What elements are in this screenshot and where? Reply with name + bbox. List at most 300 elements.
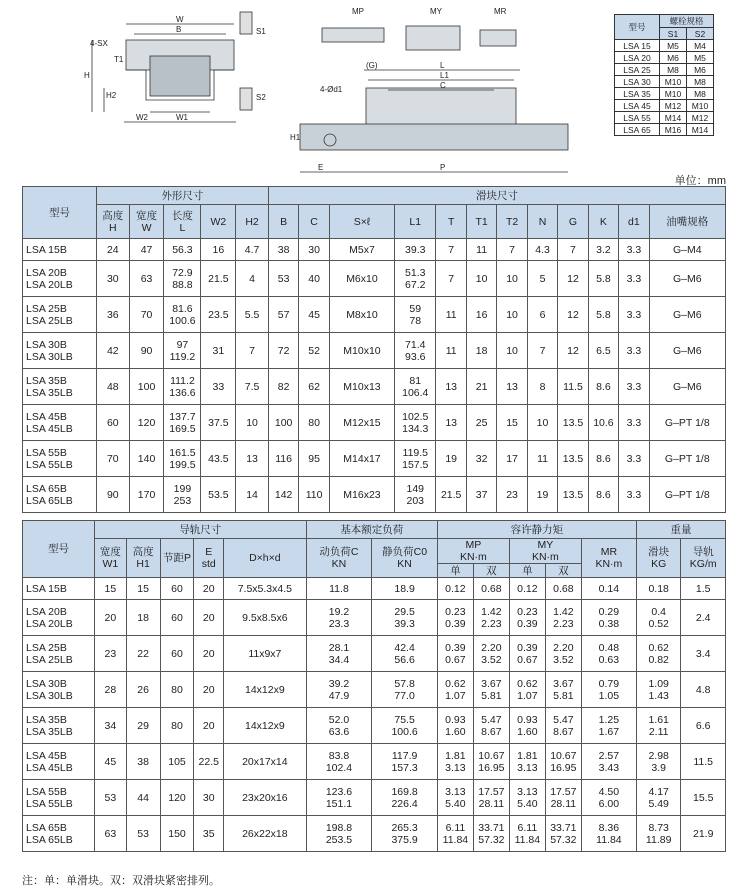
t2-value: 3.13 5.40 [509, 780, 545, 816]
t2-value: 3.4 [681, 636, 726, 672]
t2-value: 5.47 8.67 [545, 708, 581, 744]
t1-value: 11 [466, 239, 496, 261]
t1-value: 3.3 [619, 261, 649, 297]
t2-value: 120 [160, 780, 194, 816]
t1-value: 82 [268, 369, 298, 405]
t1-value: 60 [96, 405, 129, 441]
t2-value: 0.79 1.05 [581, 672, 636, 708]
label-c: C [440, 81, 446, 90]
t2-value: 80 [160, 672, 194, 708]
t2-value: 10.67 16.95 [473, 744, 509, 780]
t1-value: 142 [268, 477, 298, 513]
t1-value: 53.5 [201, 477, 236, 513]
t2-header-moment: 容许静力矩 [437, 521, 636, 539]
t2-model: LSA 20B LSA 20LB [23, 600, 95, 636]
t2-value: 6.6 [681, 708, 726, 744]
t1-value: 170 [129, 477, 164, 513]
t2-value: 35 [194, 816, 224, 852]
t1-value: 21 [466, 369, 496, 405]
t1-value: 3.3 [619, 441, 649, 477]
t1-value: 42 [96, 333, 129, 369]
t1-value: 15 [497, 405, 527, 441]
t1-value: G–PT 1/8 [649, 405, 725, 441]
t1-value: 5.8 [588, 297, 618, 333]
t1-model: LSA 30B LSA 30LB [23, 333, 97, 369]
t2-value: 20 [194, 672, 224, 708]
t1-value: 120 [129, 405, 164, 441]
t1-value: 13 [236, 441, 269, 477]
t2-value: 0.23 0.39 [437, 600, 473, 636]
label-h: H [84, 71, 90, 80]
t1-value: 5.8 [588, 261, 618, 297]
t2-value: 169.8 226.4 [372, 780, 438, 816]
label-l1: L1 [440, 71, 449, 80]
bolt-row [615, 64, 714, 76]
t2-value: 0.68 [545, 578, 581, 600]
t1-value: M16x23 [329, 477, 394, 513]
t2-value: 60 [160, 600, 194, 636]
label-p: P [440, 163, 446, 172]
t1-value: G–M6 [649, 369, 725, 405]
label-d1: 4-Ød1 [320, 85, 343, 94]
t2-value: 20x17x14 [224, 744, 307, 780]
bolt-s1: M14 [660, 112, 687, 124]
t2-value: 0.48 0.63 [581, 636, 636, 672]
rail-load-table [22, 520, 726, 852]
t1-column-header: L1 [395, 205, 436, 239]
t2-value: 26x22x18 [224, 816, 307, 852]
t2-value: 15 [94, 578, 126, 600]
t1-value: 24 [96, 239, 129, 261]
t1-value: 3.3 [619, 333, 649, 369]
t1-value: 10 [497, 333, 527, 369]
t1-value: 11.5 [558, 369, 588, 405]
t1-value: 7 [558, 239, 588, 261]
t1-column-header: d1 [619, 205, 649, 239]
t2-value: 2.57 3.43 [581, 744, 636, 780]
t1-value: 12 [558, 297, 588, 333]
t2-value: 23x20x16 [224, 780, 307, 816]
t2-value: 33.71 57.32 [473, 816, 509, 852]
t1-value: 3.3 [619, 239, 649, 261]
table-row [23, 744, 726, 780]
t2-col-mp: MP KN·m [437, 539, 509, 564]
t2-value: 2.20 3.52 [545, 636, 581, 672]
t1-value: 70 [129, 297, 164, 333]
bolt-row [615, 88, 714, 100]
t1-value: 13 [436, 369, 466, 405]
t1-value: 38 [268, 239, 298, 261]
bolt-s2: M8 [687, 76, 714, 88]
t1-value: G–M6 [649, 297, 725, 333]
front-view-drawing [92, 12, 252, 122]
t2-value: 3.67 5.81 [545, 672, 581, 708]
t2-value: 23 [94, 636, 126, 672]
t1-value: 149 203 [395, 477, 436, 513]
t2-value: 60 [160, 636, 194, 672]
label-w2: W2 [136, 113, 148, 122]
bolt-spec-table [614, 14, 714, 136]
t2-value: 75.5 100.6 [372, 708, 438, 744]
t2-value: 18.9 [372, 578, 438, 600]
t2-value: 20 [94, 600, 126, 636]
t2-value: 123.6 151.1 [306, 780, 372, 816]
t1-header-block: 滑块尺寸 [268, 187, 725, 205]
t2-value: 60 [160, 578, 194, 600]
t1-value: 3.3 [619, 297, 649, 333]
t1-value: 111.2 136.6 [164, 369, 201, 405]
bolt-s2: M10 [687, 100, 714, 112]
bolt-s1: M5 [660, 40, 687, 52]
t2-value: 10.67 16.95 [545, 744, 581, 780]
t1-value: 102.5 134.3 [395, 405, 436, 441]
t2-value: 11.5 [681, 744, 726, 780]
t2-value: 7.5x5.3x4.5 [224, 578, 307, 600]
t1-value: 81 106.4 [395, 369, 436, 405]
t2-value: 20 [194, 636, 224, 672]
t2-value: 21.9 [681, 816, 726, 852]
t1-value: 116 [268, 441, 298, 477]
t2-col-my-single: 单 [509, 564, 545, 578]
label-b: B [176, 25, 182, 34]
t2-value: 30 [194, 780, 224, 816]
t2-value: 6.11 11.84 [509, 816, 545, 852]
t2-col-dhd: D×h×d [224, 539, 307, 578]
t2-value: 1.09 1.43 [636, 672, 680, 708]
bolt-s2: M6 [687, 64, 714, 76]
t1-value: 13 [436, 405, 466, 441]
t1-value: 72 [268, 333, 298, 369]
t1-value: 45 [299, 297, 329, 333]
t1-column-header: N [527, 205, 557, 239]
t1-value: G–M6 [649, 261, 725, 297]
t2-value: 80 [160, 708, 194, 744]
bolt-s2: M12 [687, 112, 714, 124]
t1-value: 7 [527, 333, 557, 369]
t1-model: LSA 35B LSA 35LB [23, 369, 97, 405]
t1-value: 12 [558, 261, 588, 297]
bolt-s2: M4 [687, 40, 714, 52]
t2-value: 4.50 6.00 [581, 780, 636, 816]
t2-value: 28 [94, 672, 126, 708]
t1-column-header: B [268, 205, 298, 239]
t1-value: 18 [466, 333, 496, 369]
bolt-s1: M6 [660, 52, 687, 64]
t1-value: G–M6 [649, 333, 725, 369]
footnote: 注：单：单滑块。双：双滑块紧密排列。 [22, 875, 220, 887]
t1-value: 4.3 [527, 239, 557, 261]
t2-value: 1.61 2.11 [636, 708, 680, 744]
t1-value: 11 [527, 441, 557, 477]
t2-value: 0.14 [581, 578, 636, 600]
t1-value: 80 [299, 405, 329, 441]
t1-value: M10x10 [329, 333, 394, 369]
t2-value: 2.4 [681, 600, 726, 636]
t2-value: 265.3 375.9 [372, 816, 438, 852]
bolt-header-s2: S2 [687, 28, 714, 40]
t2-value: 17.57 28.11 [473, 780, 509, 816]
label-t1: T1 [114, 55, 124, 64]
t1-value: 119.5 157.5 [395, 441, 436, 477]
t1-body [23, 239, 726, 513]
t2-value: 52.0 63.6 [306, 708, 372, 744]
t1-value: 7.5 [236, 369, 269, 405]
bolt-s1: M10 [660, 88, 687, 100]
t2-value: 14x12x9 [224, 672, 307, 708]
t2-value: 39.2 47.9 [306, 672, 372, 708]
t2-value: 0.39 0.67 [437, 636, 473, 672]
t1-value: 6.5 [588, 333, 618, 369]
bolt-row [615, 112, 714, 124]
t2-value: 2.98 3.9 [636, 744, 680, 780]
t1-column-header: G [558, 205, 588, 239]
t1-column-header: H2 [236, 205, 269, 239]
t1-value: 40 [299, 261, 329, 297]
bolt-s2: M8 [687, 88, 714, 100]
table-row [23, 600, 726, 636]
t1-value: 16 [466, 297, 496, 333]
t1-value: 72.9 88.8 [164, 261, 201, 297]
t2-value: 57.8 77.0 [372, 672, 438, 708]
t1-value: 43.5 [201, 441, 236, 477]
t1-value: 3.3 [619, 477, 649, 513]
t2-value: 3.13 5.40 [437, 780, 473, 816]
bolt-row [615, 100, 714, 112]
bolt-model: LSA 20 [615, 52, 660, 64]
bolt-model: LSA 45 [615, 100, 660, 112]
t1-value: M6x10 [329, 261, 394, 297]
t2-value: 0.93 1.60 [509, 708, 545, 744]
t1-value: 62 [299, 369, 329, 405]
bolt-model: LSA 55 [615, 112, 660, 124]
t1-value: G–PT 1/8 [649, 441, 725, 477]
t2-value: 198.8 253.5 [306, 816, 372, 852]
t1-value: 59 78 [395, 297, 436, 333]
t2-value: 53 [126, 816, 160, 852]
t2-value: 0.12 [437, 578, 473, 600]
t2-value: 29 [126, 708, 160, 744]
table-row [23, 297, 726, 333]
t2-value: 4.17 5.49 [636, 780, 680, 816]
t1-value: 30 [96, 261, 129, 297]
t1-value: 16 [201, 239, 236, 261]
t1-value: 13 [497, 369, 527, 405]
t1-column-header: T2 [497, 205, 527, 239]
table-row [23, 636, 726, 672]
label-l: L [440, 61, 445, 70]
table-row [23, 477, 726, 513]
t2-value: 4.8 [681, 672, 726, 708]
t2-value: 9.5x8.5x6 [224, 600, 307, 636]
t2-value: 15 [126, 578, 160, 600]
t2-value: 5.47 8.67 [473, 708, 509, 744]
t2-value: 0.23 0.39 [509, 600, 545, 636]
t1-value: 100 [129, 369, 164, 405]
t2-value: 15.5 [681, 780, 726, 816]
t1-value: 8.6 [588, 477, 618, 513]
t2-value: 0.62 1.07 [437, 672, 473, 708]
bolt-table-body [615, 40, 714, 136]
t1-value: 10 [236, 405, 269, 441]
t1-value: 13.5 [558, 441, 588, 477]
t2-col-mp-single: 单 [437, 564, 473, 578]
t1-value: 56.3 [164, 239, 201, 261]
t1-header-model: 型号 [23, 187, 97, 239]
t2-value: 150 [160, 816, 194, 852]
table-row [23, 261, 726, 297]
bolt-s2: M5 [687, 52, 714, 64]
t1-value: 36 [96, 297, 129, 333]
t1-value: 10 [466, 261, 496, 297]
t2-model: LSA 25B LSA 25LB [23, 636, 95, 672]
moment-icons [322, 26, 516, 50]
label-w: W [176, 15, 184, 24]
t2-model: LSA 15B [23, 578, 95, 600]
t2-value: 0.29 0.38 [581, 600, 636, 636]
t1-value: 57 [268, 297, 298, 333]
t2-body [23, 578, 726, 852]
t1-value: 140 [129, 441, 164, 477]
t1-value: 4.7 [236, 239, 269, 261]
moment-labels [352, 7, 507, 16]
table-row [23, 333, 726, 369]
bolt-s2: M14 [687, 124, 714, 136]
t1-value: 4 [236, 261, 269, 297]
t1-value: 14 [236, 477, 269, 513]
t2-col-rail: 导轨 KG/m [681, 539, 726, 578]
t2-model: LSA 35B LSA 35LB [23, 708, 95, 744]
t1-model: LSA 65B LSA 65LB [23, 477, 97, 513]
label-h2: H2 [106, 91, 117, 100]
t1-value: 3.2 [588, 239, 618, 261]
t1-value: 137.7 169.5 [164, 405, 201, 441]
t2-value: 11x9x7 [224, 636, 307, 672]
t2-value: 14x12x9 [224, 708, 307, 744]
t1-value: 8.6 [588, 369, 618, 405]
t2-col-mr: MR KN·m [581, 539, 636, 578]
t1-column-header: 高度 H [96, 205, 129, 239]
t2-col-block: 滑块 KG [636, 539, 680, 578]
unit-label: 单位：mm [674, 175, 726, 187]
t2-value: 83.8 102.4 [306, 744, 372, 780]
t2-value: 0.93 1.60 [437, 708, 473, 744]
t2-value: 29.5 39.3 [372, 600, 438, 636]
t1-value: G–PT 1/8 [649, 477, 725, 513]
t2-value: 17.57 28.11 [545, 780, 581, 816]
t1-value: 8.6 [588, 441, 618, 477]
t1-column-header: 油嘴规格 [649, 205, 725, 239]
t2-value: 20 [194, 708, 224, 744]
t1-value: 7 [436, 239, 466, 261]
bolt-s1: M12 [660, 100, 687, 112]
bolt-model: LSA 25 [615, 64, 660, 76]
bolt-model: LSA 35 [615, 88, 660, 100]
t2-col-mp-double: 双 [473, 564, 509, 578]
t1-value: 31 [201, 333, 236, 369]
bolt-header-s1: S1 [660, 28, 687, 40]
t1-value: 23 [497, 477, 527, 513]
t1-column-header: S×ℓ [329, 205, 394, 239]
t1-value: 10 [497, 261, 527, 297]
t2-value: 28.1 34.4 [306, 636, 372, 672]
t2-value: 18 [126, 600, 160, 636]
t2-value: 34 [94, 708, 126, 744]
t1-value: 21.5 [201, 261, 236, 297]
t2-header-model: 型号 [23, 521, 95, 578]
t2-value: 8.36 11.84 [581, 816, 636, 852]
t2-value: 44 [126, 780, 160, 816]
t2-value: 38 [126, 744, 160, 780]
t2-value: 20 [194, 578, 224, 600]
t1-value: 21.5 [436, 477, 466, 513]
t2-value: 105 [160, 744, 194, 780]
t1-value: 13.5 [558, 405, 588, 441]
t1-value: 11 [436, 297, 466, 333]
t2-col-my: MY KN·m [509, 539, 581, 564]
bolt-model: LSA 30 [615, 76, 660, 88]
t1-value: 199 253 [164, 477, 201, 513]
t1-value: M5x7 [329, 239, 394, 261]
label-w1: W1 [176, 113, 188, 122]
block-dimensions-table [22, 186, 726, 513]
t1-value: 97 119.2 [164, 333, 201, 369]
t2-value: 117.9 157.3 [372, 744, 438, 780]
t1-value: 7 [236, 333, 269, 369]
t2-value: 0.4 0.52 [636, 600, 680, 636]
label-my: MY [430, 7, 442, 16]
table-row [23, 578, 726, 600]
table-row [23, 405, 726, 441]
t1-value: 32 [466, 441, 496, 477]
label-mr: MR [494, 7, 507, 16]
t1-value: 63 [129, 261, 164, 297]
bolt-s1: M10 [660, 76, 687, 88]
t2-value: 45 [94, 744, 126, 780]
t1-value: 7 [497, 239, 527, 261]
t1-value: M8x10 [329, 297, 394, 333]
label-mp: MP [352, 7, 364, 16]
t1-value: 37 [466, 477, 496, 513]
t2-col-p: 节距P [160, 539, 194, 578]
bolt-header-spec: 螺栓规格 [660, 15, 714, 28]
t1-value: 47 [129, 239, 164, 261]
t1-column-header: T [436, 205, 466, 239]
t2-model: LSA 45B LSA 45LB [23, 744, 95, 780]
t2-value: 1.5 [681, 578, 726, 600]
t2-value: 2.20 3.52 [473, 636, 509, 672]
t2-value: 6.11 11.84 [437, 816, 473, 852]
t1-value: 100 [268, 405, 298, 441]
t1-value: 48 [96, 369, 129, 405]
t1-column-header: T1 [466, 205, 496, 239]
label-s1: S1 [256, 27, 266, 36]
table-row [23, 780, 726, 816]
t1-value: 30 [299, 239, 329, 261]
t2-value: 42.4 56.6 [372, 636, 438, 672]
t2-value: 3.67 5.81 [473, 672, 509, 708]
t1-value: 6 [527, 297, 557, 333]
t2-col-stat: 静负荷C0 KN [372, 539, 438, 578]
bolt-row [615, 52, 714, 64]
t1-value: M12x15 [329, 405, 394, 441]
t1-value: 10.6 [588, 405, 618, 441]
t1-value: 70 [96, 441, 129, 477]
t1-value: 5.5 [236, 297, 269, 333]
bolt-model: LSA 15 [615, 40, 660, 52]
t1-value: G–M4 [649, 239, 725, 261]
t2-col-my-double: 双 [545, 564, 581, 578]
t2-col-e: E std [194, 539, 224, 578]
